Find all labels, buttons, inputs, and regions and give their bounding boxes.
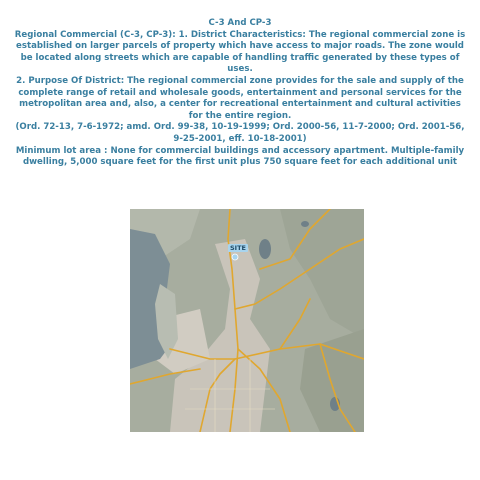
- document-title: C-3 And CP-3: [208, 18, 272, 28]
- district-characteristics-paragraph: Regional Commercial (C-3, CP-3): 1. District Characteristics: The regional commercial zone is established on larger parcels of property which have access to major roads. The zone would be located along streets which are capable of handling traffic generated by these types of uses.: [14, 29, 466, 75]
- district-purpose-paragraph: 2. Purpose Of District: The regional commercial zone provides for the sale and supply of the complete range of retail and wholesale goods, entertainment and personal services for the metropolitan area and, also, a center for recreational entertainment and cultural activities for the entire region.: [16, 75, 464, 121]
- ordinance-references: (Ord. 72-13, 7-6-1972; amd. Ord. 99-38, 10-19-1999; Ord. 2000-56, 11-7-2000; Ord. 2001-56, 9-25-2001, eff. 10-18-2001): [15, 122, 465, 144]
- minimum-lot-area-paragraph: Minimum lot area : None for commercial buildings and accessory apartment. Multiple-family dwelling, 5,000 square feet for the first unit plus 750 square feet for each additional unit: [15, 145, 465, 168]
- site-location-map: [130, 209, 364, 432]
- document-text: [12, 18, 468, 169]
- map-graphic: [130, 209, 364, 432]
- site-marker-label: SITE: [230, 244, 246, 252]
